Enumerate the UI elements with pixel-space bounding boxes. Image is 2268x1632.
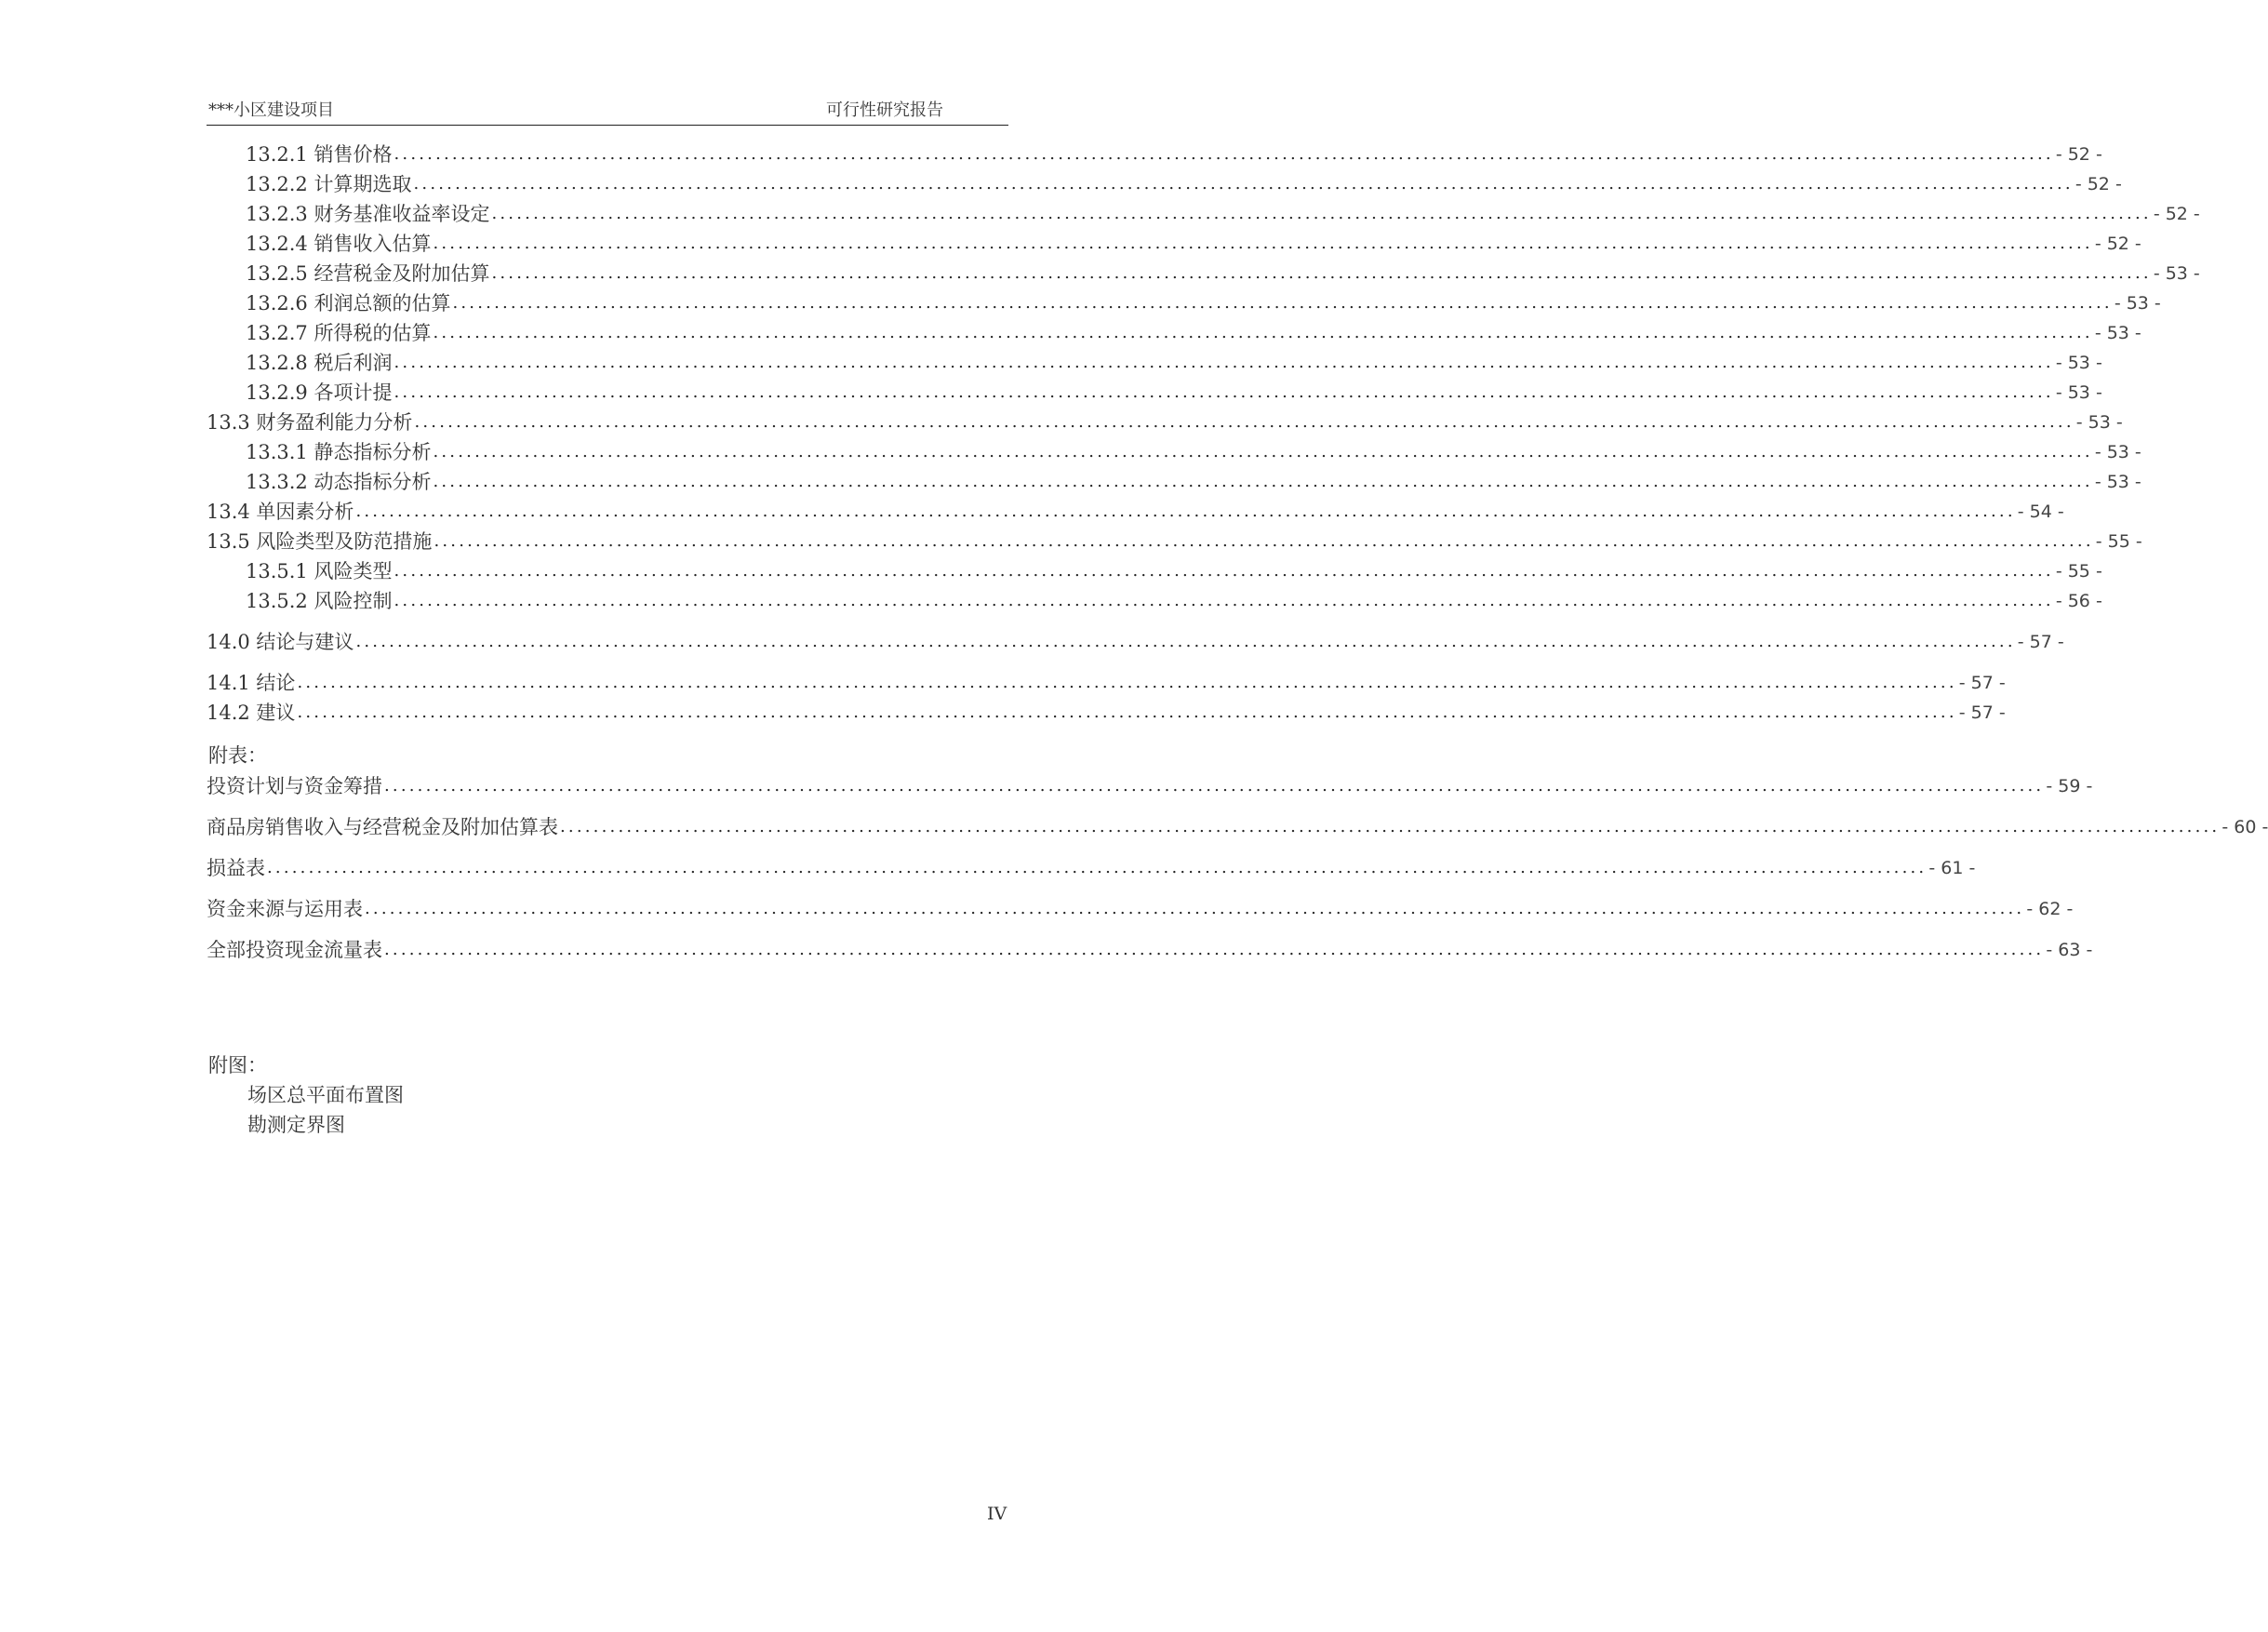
toc-entry[interactable] (246, 348, 2102, 378)
toc-entry-title: 13.2.5 经营税金及附加估算 (246, 262, 490, 285)
toc-entry-page: - 57 - (1958, 702, 2006, 723)
toc-entry[interactable] (246, 169, 2122, 199)
toc-entry[interactable] (207, 853, 1976, 883)
dot-leader: ........................................................................................................................................................................................................ (394, 353, 2054, 372)
toc-entry-title: 13.5.1 风险类型 (246, 560, 393, 582)
toc-entry[interactable] (207, 812, 2268, 842)
toc-entry-title: 13.2.7 所得税的估算 (246, 322, 432, 344)
toc-entry-title: 13.2.8 税后利润 (246, 352, 393, 374)
toc-entry-title: 13.2.2 计算期选取 (246, 173, 412, 195)
dot-leader: ........................................................................................................................................................................................................ (433, 234, 2093, 253)
toc-entry-page: - 55 - (2095, 531, 2142, 552)
toc-entry-page: - 53 - (2075, 412, 2123, 433)
dot-leader: ........................................................................................................................................................................................................ (433, 442, 2093, 462)
appendix-figure-item: 场区总平面布置图 (247, 1084, 404, 1106)
toc-entry-title: 14.1 结论 (207, 672, 296, 694)
dot-leader: ........................................................................................................................................................................................................ (267, 858, 1928, 877)
toc-entry-page: - 57 - (1958, 673, 2006, 693)
dot-leader: ........................................................................................................................................................................................................ (433, 323, 2093, 342)
toc-entry-title: 13.2.6 利润总额的估算 (246, 292, 451, 314)
toc-entry-page: - 63 - (2046, 940, 2093, 960)
dot-leader: ........................................................................................................................................................................................................ (433, 472, 2093, 491)
dot-leader: ........................................................................................................................................................................................................ (384, 940, 2045, 959)
toc-entry-page: - 62 - (2026, 899, 2074, 919)
toc-entry[interactable] (207, 668, 2006, 698)
toc-entry-title: 13.4 单因素分析 (207, 501, 354, 523)
toc-entry[interactable] (246, 467, 2141, 497)
dot-leader: ........................................................................................................................................................................................................ (491, 263, 2152, 283)
toc-entry-page: - 57 - (2017, 632, 2064, 652)
toc-entry-title: 13.5 风险类型及防范措施 (207, 530, 433, 553)
dot-leader: ........................................................................................................................................................................................................ (394, 382, 2054, 402)
dot-leader: ........................................................................................................................................................................................................ (414, 412, 2075, 432)
dot-leader: ........................................................................................................................................................................................................ (297, 673, 1957, 692)
toc-entry-title: 13.3.2 动态指标分析 (246, 471, 432, 493)
toc-entry-title: 全部投资现金流量表 (207, 939, 382, 961)
toc-entry[interactable] (246, 199, 2200, 229)
toc-entry[interactable] (207, 497, 2064, 527)
toc-entry-title: 14.0 结论与建议 (207, 631, 354, 653)
toc-entry-title: 投资计划与资金筹措 (207, 775, 382, 797)
toc-entry-page: - 53 - (2055, 353, 2102, 373)
page-header (207, 97, 1008, 126)
appendix-tables-heading: 附表： (208, 744, 267, 767)
dot-leader: ........................................................................................................................................................................................................ (384, 776, 2045, 796)
toc-entry-page: - 56 - (2055, 591, 2102, 611)
appendix-figure-item: 勘测定界图 (247, 1114, 345, 1136)
toc-entry-page: - 53 - (2094, 323, 2141, 343)
toc-entry[interactable] (207, 408, 2123, 437)
toc-entry-page: - 53 - (2114, 293, 2161, 314)
toc-entry-title: 13.2.4 销售收入估算 (246, 233, 432, 255)
toc-entry-page: - 53 - (2153, 263, 2200, 284)
toc-entry[interactable] (246, 586, 2102, 616)
toc-entry-page: - 52 - (2075, 174, 2122, 194)
toc-entry-page: - 52 - (2153, 204, 2200, 224)
dot-leader: ........................................................................................................................................................................................................ (434, 531, 2094, 551)
dot-leader: ........................................................................................................................................................................................................ (394, 561, 2054, 581)
toc-entry-title: 13.2.3 财务基准收益率设定 (246, 203, 490, 225)
toc-entry[interactable] (246, 140, 2102, 169)
toc-entry-title: 13.3.1 静态指标分析 (246, 441, 432, 463)
toc-entry[interactable] (207, 771, 2093, 801)
appendix-figures-heading: 附图： (208, 1054, 267, 1077)
header-report-type: 可行性研究报告 (826, 100, 943, 120)
header-project-title: ***小区建设项目 (208, 100, 334, 120)
dot-leader: ........................................................................................................................................................................................................ (394, 591, 2054, 610)
toc-entry-page: - 53 - (2094, 442, 2141, 462)
toc-entry[interactable] (207, 698, 2006, 728)
dot-leader: ........................................................................................................................................................................................................ (394, 144, 2054, 164)
toc-entry[interactable] (246, 318, 2141, 348)
toc-entry[interactable] (207, 935, 2093, 965)
toc-entry[interactable] (246, 229, 2141, 259)
toc-entry[interactable] (246, 288, 2161, 318)
page-number: IV (987, 1504, 1007, 1524)
dot-leader: ........................................................................................................................................................................................................ (297, 702, 1957, 722)
dot-leader: ........................................................................................................................................................................................................ (355, 502, 2016, 521)
dot-leader: ........................................................................................................................................................................................................ (413, 174, 2074, 194)
toc-entry-page: - 52 - (2055, 144, 2102, 165)
toc-entry-page: - 59 - (2046, 776, 2093, 796)
toc-entry-page: - 53 - (2055, 382, 2102, 403)
toc-entry-page: - 53 - (2094, 472, 2141, 492)
toc-entry[interactable] (246, 259, 2200, 288)
toc-entry[interactable] (207, 527, 2142, 556)
toc-entry-title: 13.5.2 风险控制 (246, 590, 393, 612)
toc-entry-page: - 54 - (2017, 502, 2064, 522)
dot-leader: ........................................................................................................................................................................................................ (365, 899, 2025, 918)
toc-entry-page: - 55 - (2055, 561, 2102, 582)
toc-entry-page: - 61 - (1928, 858, 1976, 878)
toc-entry-page: - 60 - (2221, 817, 2268, 837)
toc-entry-title: 13.2.9 各项计提 (246, 381, 393, 404)
dot-leader: ........................................................................................................................................................................................................ (491, 204, 2152, 223)
dot-leader: ........................................................................................................................................................................................................ (560, 817, 2221, 836)
toc-entry[interactable] (207, 627, 2064, 657)
toc-entry-title: 13.2.1 销售价格 (246, 143, 393, 166)
toc-entry[interactable] (246, 437, 2141, 467)
toc-entry-page: - 52 - (2094, 234, 2141, 254)
toc-entry-title: 资金来源与运用表 (207, 898, 363, 920)
toc-entry-title: 14.2 建议 (207, 702, 296, 724)
toc-entry-title: 损益表 (207, 857, 265, 879)
dot-leader: ........................................................................................................................................................................................................ (452, 293, 2113, 313)
toc-entry-title: 商品房销售收入与经营税金及附加估算表 (207, 816, 558, 838)
toc-entry[interactable] (246, 556, 2102, 586)
toc-entry-title: 13.3 财务盈利能力分析 (207, 411, 413, 434)
toc-entry[interactable] (246, 378, 2102, 408)
dot-leader: ........................................................................................................................................................................................................ (355, 632, 2016, 651)
toc-entry[interactable] (207, 894, 2074, 924)
